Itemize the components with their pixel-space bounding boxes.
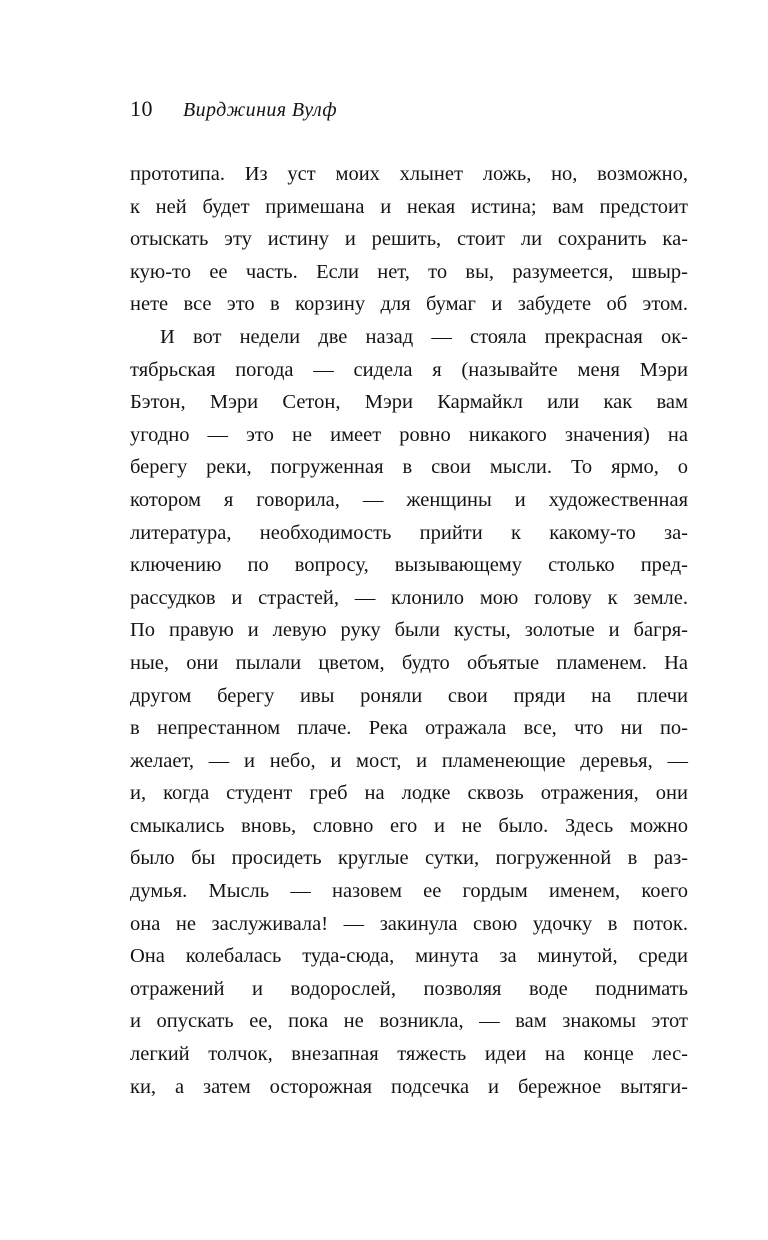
text-line: ки, а затем осторожная подсечка и бережное вытяги- — [130, 1075, 688, 1098]
text-line: прототипа. Из уст моих хлынет ложь, но, возможно, — [130, 163, 688, 185]
text-line: нете все это в корзину для бумаг и забудете об этом. — [130, 293, 688, 316]
text-line: другом берегу ивы роняли свои пряди на плечи — [130, 684, 688, 707]
text-line: кую-то ее часть. Если нет, то вы, разумеется, швыр- — [130, 260, 688, 283]
text-line: Она колебалась туда-сюда, минута за минутой, среди — [130, 945, 688, 968]
text-line: в непрестанном плаче. Река отражала все, что ни по- — [130, 717, 688, 740]
text-line: к ней будет примешана и некая истина; вам предстоит — [130, 195, 688, 218]
text-line: ные, они пылали цветом, будто объятые пламенем. На — [130, 651, 688, 674]
text-line: и опускать ее, пока не возникла, — вам знакомы этот — [130, 1010, 688, 1033]
text-line: ключению по вопросу, вызывающему столько пред- — [130, 554, 688, 577]
text-line: отражений и водорослей, позволяя воде поднимать — [130, 977, 688, 1000]
text-line: котором я говорила, — женщины и художественная — [130, 488, 688, 511]
text-line: рассудков и страстей, — клонило мою голову к земле. — [130, 586, 688, 609]
text-line: и, когда студент греб на лодке сквозь отражения, они — [130, 782, 688, 805]
paragraph — [130, 158, 688, 321]
page-text — [130, 158, 688, 1103]
text-line: отыскать эту истину и решить, стоит ли сохранить ка- — [130, 228, 688, 251]
text-line: легкий толчок, внезапная тяжесть идеи на конце лес- — [130, 1043, 688, 1066]
text-line: Бэтон, Мэри Сетон, Мэри Кармайкл или как вам — [130, 391, 688, 414]
text-line: берегу реки, погруженная в свои мысли. То ярмо, о — [130, 456, 688, 479]
text-line: смыкались вновь, словно его и не было. Здесь можно — [130, 814, 688, 837]
text-line: было бы просидеть круглые сутки, погруженной в раз- — [130, 847, 688, 870]
running-header — [130, 96, 688, 122]
text-line: И вот недели две назад — стояла прекрасная ок- — [160, 325, 688, 348]
text-line: желает, — и небо, и мост, и пламенеющие деревья, — — [130, 749, 688, 772]
paragraph — [130, 321, 688, 1103]
text-line: она не заслуживала! — закинула свою удочку в поток. — [130, 912, 688, 935]
author-name: Вирджиния Вулф — [183, 99, 337, 121]
text-line: угодно — это не имеет ровно никакого значения) на — [130, 423, 688, 446]
text-line: тябрьская погода — сидела я (называйте меня Мэри — [130, 358, 688, 381]
text-line: думья. Мысль — назовем ее гордым именем, коего — [130, 880, 688, 903]
text-line: По правую и левую руку были кусты, золотые и багря- — [130, 619, 688, 642]
text-line: литература, необходимость прийти к какому-то за- — [130, 521, 688, 544]
page-number: 10 — [130, 96, 153, 121]
